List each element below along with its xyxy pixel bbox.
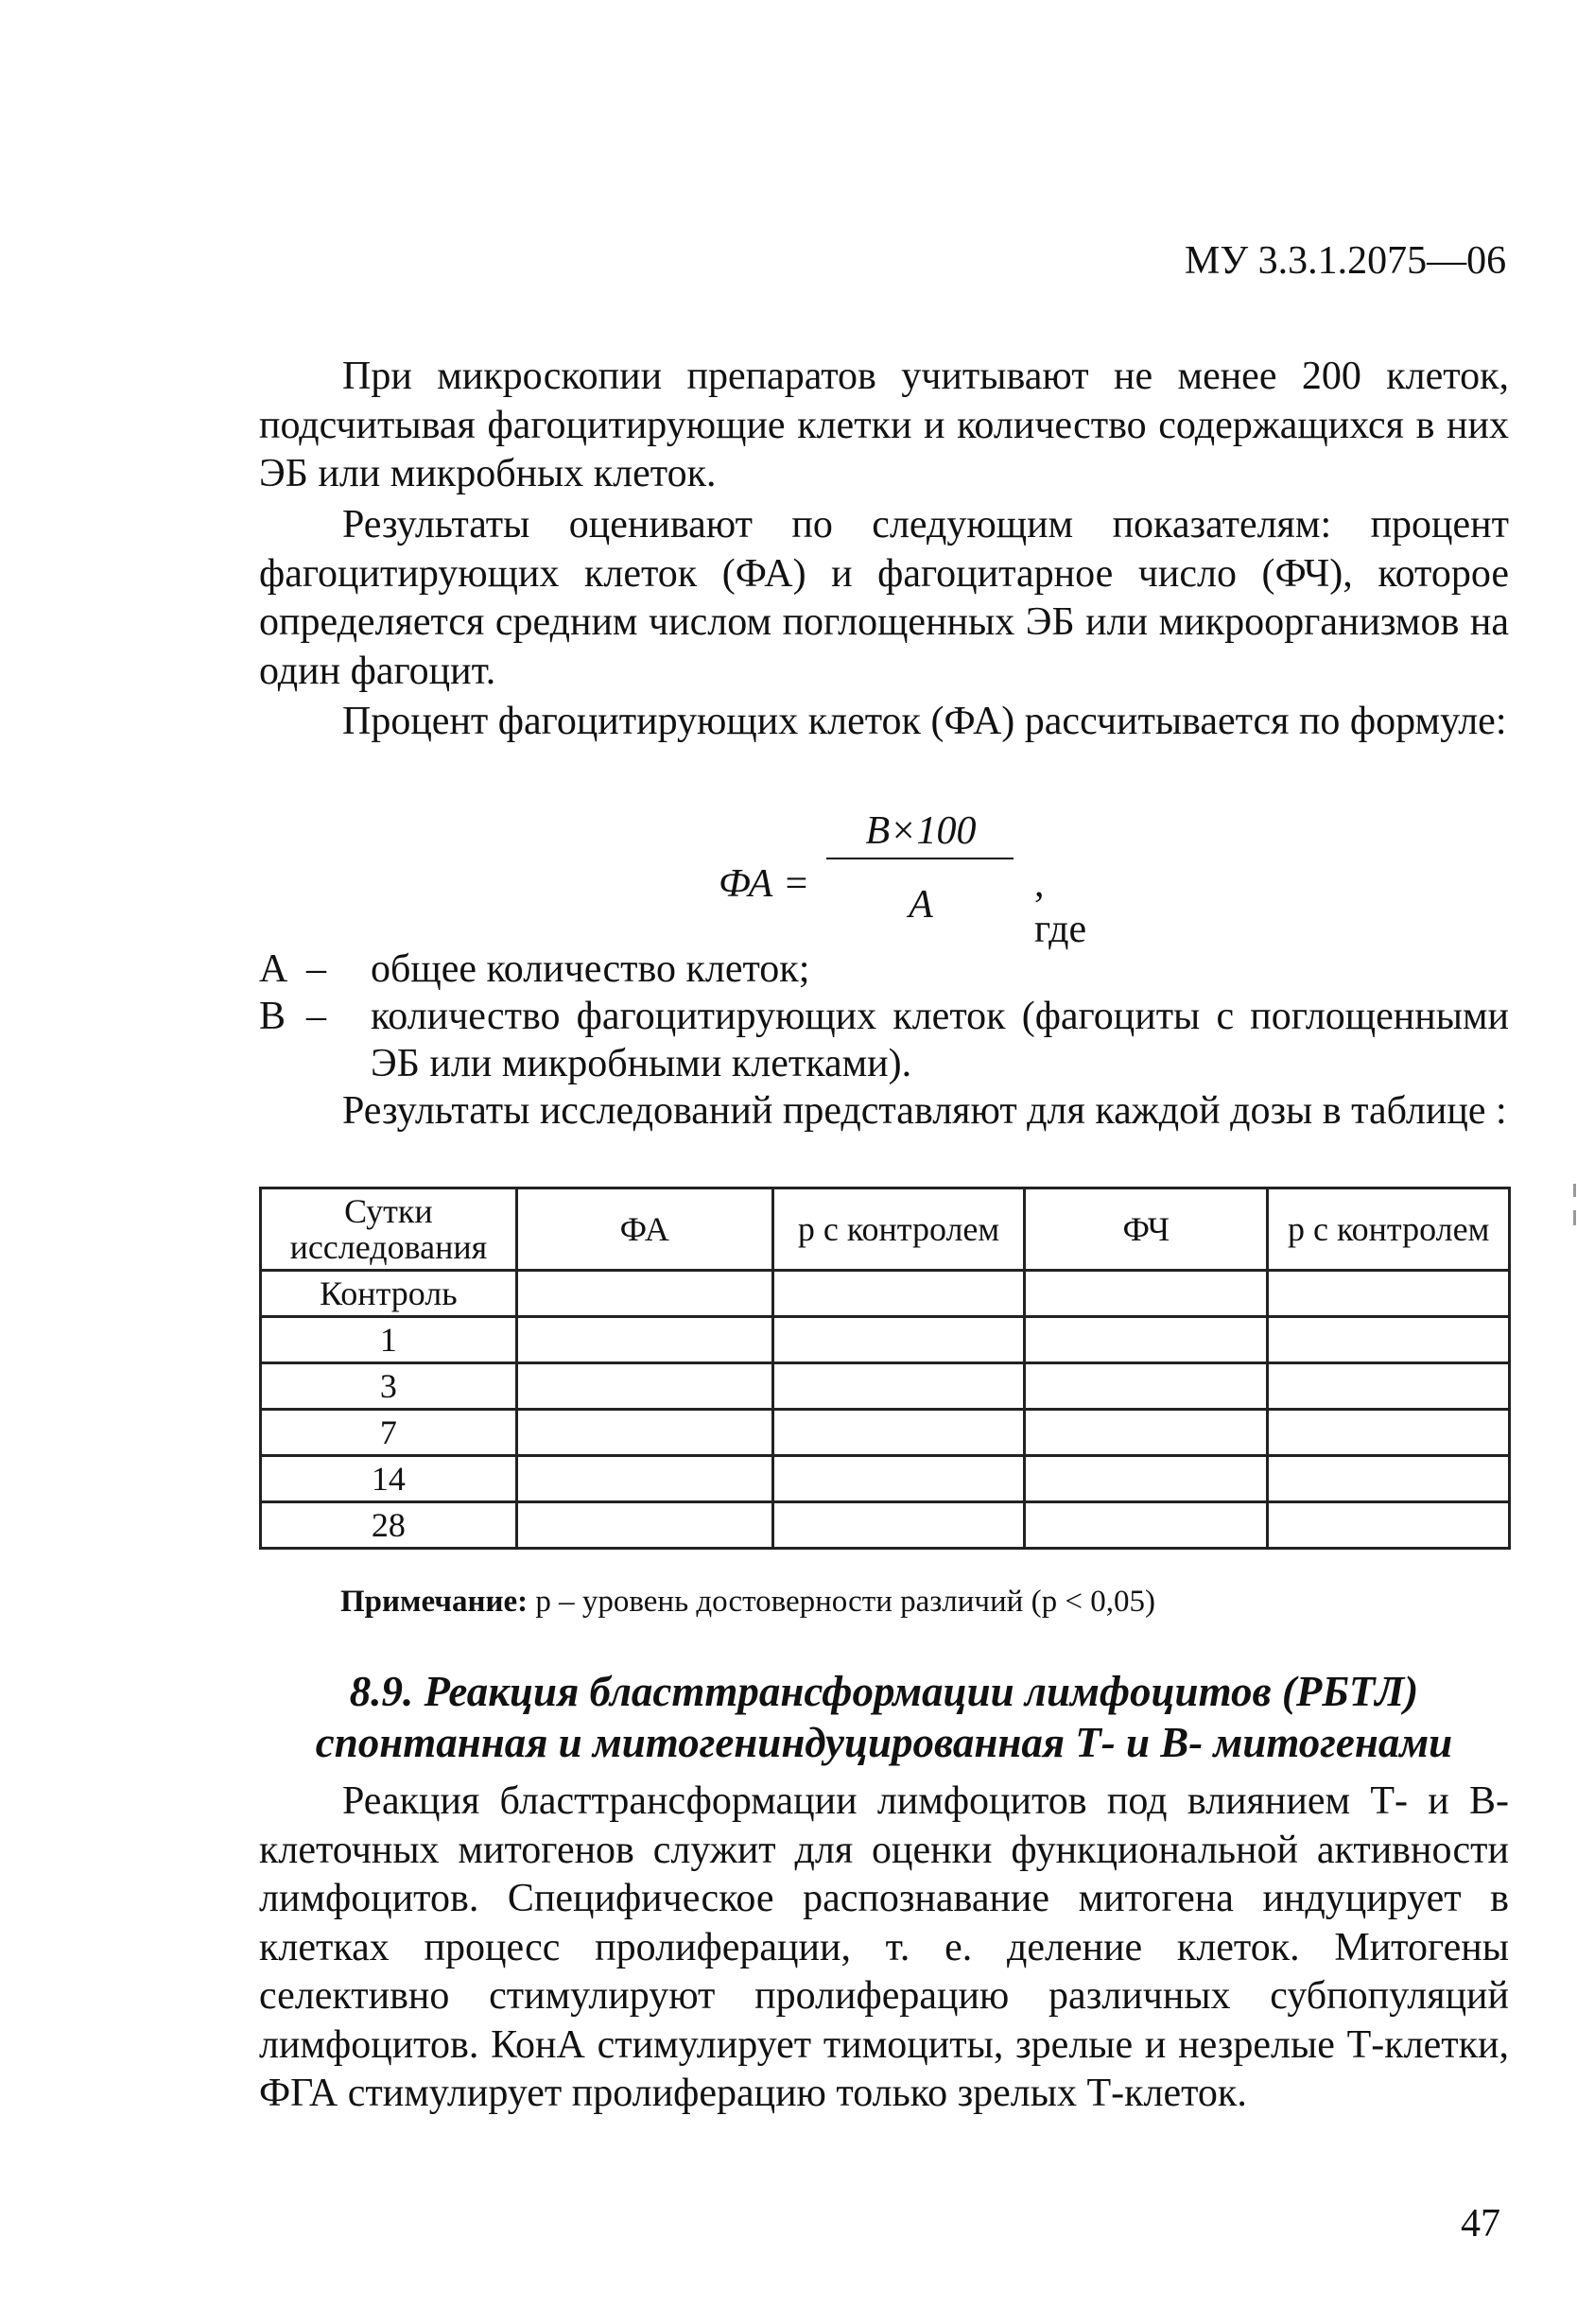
scan-artifact — [1573, 1210, 1576, 1225]
table-cell — [1025, 1317, 1268, 1363]
table-cell — [772, 1456, 1025, 1502]
table-cell — [1268, 1410, 1510, 1456]
table-cell — [1025, 1363, 1268, 1410]
table-cell — [1268, 1363, 1510, 1410]
table-cell — [772, 1502, 1025, 1549]
table-cell-day: 28 — [261, 1502, 517, 1549]
header-p-fch: р с контролем — [1268, 1188, 1510, 1271]
table-cell — [516, 1363, 772, 1410]
table-cell — [1025, 1456, 1268, 1502]
table-note — [340, 1585, 1155, 1620]
definition-dash: – — [306, 995, 326, 1038]
header-p-fa: р с контролем — [772, 1188, 1025, 1271]
definition-text: общее количество клеток; — [371, 947, 810, 991]
definition-letter: В — [259, 995, 286, 1038]
formula-lhs: ФА = — [719, 862, 810, 906]
table-cell — [1025, 1502, 1268, 1549]
table-cell — [1268, 1317, 1510, 1363]
definition-text: количество фагоцитирующих клеток (фагоциты с поглощенными ЭБ или микробными клетками). — [371, 995, 1509, 1085]
table-cell-day: 1 — [261, 1317, 517, 1363]
results-table — [259, 1187, 1511, 1550]
formula-fraction-bar — [826, 858, 1014, 859]
phagocytic-activity-formula — [719, 808, 1097, 951]
table-cell — [1268, 1456, 1510, 1502]
page-number: 47 — [1461, 2202, 1500, 2246]
table-row — [261, 1456, 1510, 1502]
table-row — [261, 1271, 1510, 1317]
table-row — [261, 1502, 1510, 1549]
table-cell — [772, 1410, 1025, 1456]
variable-definitions — [259, 945, 1509, 1087]
table-row — [261, 1363, 1510, 1410]
table-cell-day: 7 — [261, 1410, 517, 1456]
header-fch: ФЧ — [1025, 1188, 1268, 1271]
table-cell — [1268, 1271, 1510, 1317]
table-cell — [516, 1271, 772, 1317]
table-cell — [772, 1317, 1025, 1363]
section-heading — [259, 1666, 1509, 1768]
formula-numerator: B×100 — [865, 809, 977, 853]
document-code-header: МУ 3.3.1.2075—06 — [1185, 239, 1507, 283]
table-cell — [772, 1271, 1025, 1317]
paragraph-results-indicators: Результаты оценивают по следующим показателям: процент фагоцитирующих клеток (ФА) и фагоцитарное число (ФЧ), которое определяется средним числом поглощенных ЭБ или микроорганизмов на один фагоцит. — [259, 503, 1509, 693]
note-text: р – уровень достоверности различий (р < 0,05) — [528, 1585, 1155, 1619]
definition-b — [259, 993, 1509, 1087]
note-label: Примечание: — [340, 1585, 529, 1619]
section-title-line-2: спонтанная и митогениндуцированная Т- и В- митогенами — [315, 1719, 1453, 1766]
table-cell — [1268, 1502, 1510, 1549]
definition-dash: – — [306, 947, 326, 991]
table-cell — [1025, 1410, 1268, 1456]
paragraph-formula-intro: Процент фагоцитирующих клеток (ФА) рассчитывается по формуле: — [342, 700, 1507, 743]
header-days: Сутки исследования — [261, 1188, 517, 1271]
table-row — [261, 1317, 1510, 1363]
formula-denominator: A — [909, 883, 933, 927]
table-cell — [516, 1317, 772, 1363]
paragraph-table-intro: Результаты исследований представляют для каждой дозы в таблице : — [342, 1089, 1507, 1133]
table-cell — [516, 1410, 772, 1456]
table-header-row — [261, 1188, 1510, 1271]
scan-artifact — [1573, 1184, 1576, 1197]
table-cell-day: 14 — [261, 1456, 517, 1502]
table-row — [261, 1410, 1510, 1456]
paragraph-microscopy: При микроскопии препаратов учитывают не менее 200 клеток, подсчитывая фагоцитирующие клетки и количество содержащихся в них ЭБ или микробных клеток. — [259, 355, 1509, 495]
paragraph-rbtl: Реакция бласттрансформации лимфоцитов под влиянием Т- и В-клеточных митогенов служит для оценки функциональной активности лимфоцитов. Специфическое распознавание митогена индуцирует в клетках процесс пролиферации, т. е. деление клеток. Митогены селективно стимулируют пролиферацию различных субпопуляций лимфоцитов. КонА стимулирует тимоциты, зрелые и незрелые Т-клетки, ФГА стимулирует пролиферацию только зрелых Т-клеток. — [259, 1779, 1509, 2115]
header-fa: ФА — [516, 1188, 772, 1271]
table-cell — [1025, 1271, 1268, 1317]
table-cell — [516, 1502, 772, 1549]
table-cell — [772, 1363, 1025, 1410]
table-cell-day: 3 — [261, 1363, 517, 1410]
table-cell-day: Контроль — [261, 1271, 517, 1317]
definition-a — [259, 945, 1509, 993]
formula-where: , где — [1034, 862, 1087, 951]
definition-letter: А — [259, 947, 288, 991]
table-cell — [516, 1456, 772, 1502]
section-title-line-1: 8.9. Реакция бласттрансформации лимфоцитов (РБТЛ) — [349, 1668, 1419, 1715]
